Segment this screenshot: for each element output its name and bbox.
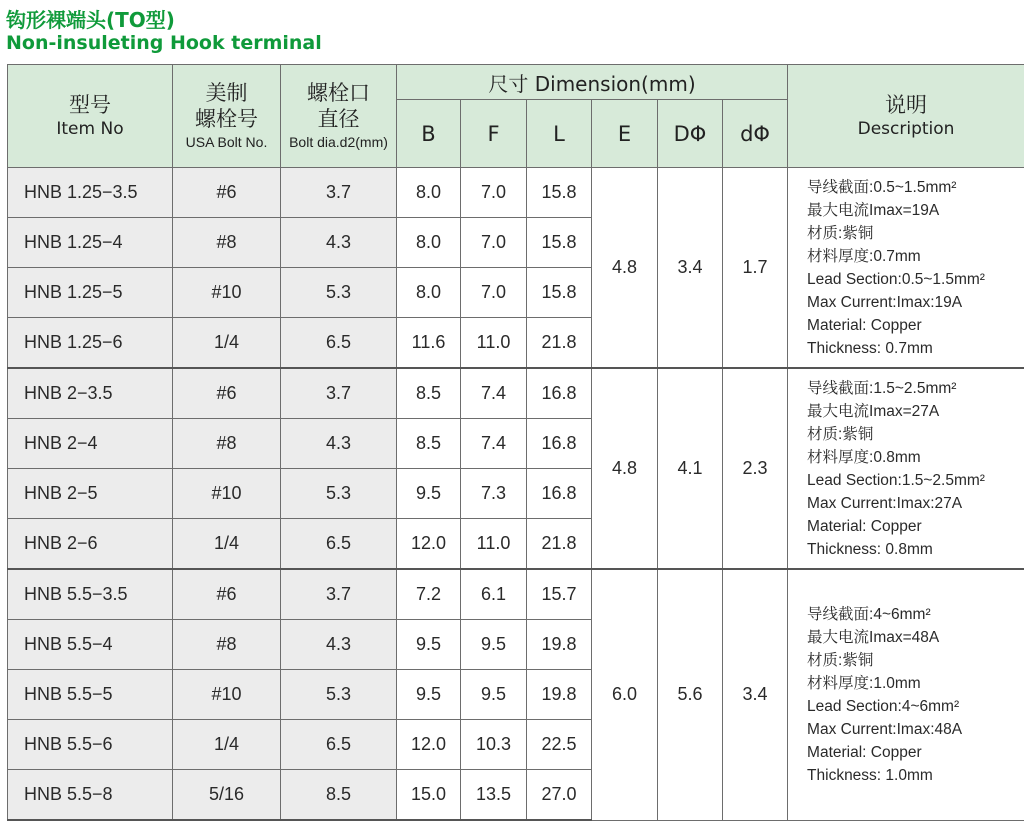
description-line: 导线截面:0.5~1.5mm²	[807, 178, 957, 196]
description-line: Lead Section:1.5~2.5mm²	[807, 471, 985, 489]
item-cell: HNB 2−6	[8, 519, 173, 570]
e-cell: 4.8	[592, 168, 658, 369]
header-bolt	[173, 65, 281, 168]
b-cell: 9.5	[397, 469, 461, 519]
dia-cell: 4.3	[281, 218, 397, 268]
description-cell	[788, 569, 1024, 820]
header-item	[8, 65, 173, 168]
header-desc-en: Description	[857, 119, 955, 139]
dphi-cell: 3.4	[658, 168, 723, 369]
dia-cell: 6.5	[281, 519, 397, 570]
l-cell: 15.7	[527, 569, 592, 620]
item-cell: HNB 1.25−3.5	[8, 168, 173, 218]
description-line: 材质:紫铜	[807, 425, 874, 443]
item-cell: HNB 1.25−6	[8, 318, 173, 369]
b-cell: 8.0	[397, 218, 461, 268]
bolt-cell: #6	[173, 569, 281, 620]
header-dia	[281, 65, 397, 168]
item-cell: HNB 5.5−3.5	[8, 569, 173, 620]
bolt-cell: #6	[173, 368, 281, 419]
f-cell: 10.3	[461, 720, 527, 770]
dia-cell: 4.3	[281, 419, 397, 469]
f-cell: 9.5	[461, 670, 527, 720]
description-line: 材料厚度:0.8mm	[807, 448, 921, 466]
f-cell: 7.0	[461, 168, 527, 218]
l-cell: 27.0	[527, 770, 592, 821]
header-bolt-en: USA Bolt No.	[185, 134, 268, 150]
dia-cell: 3.7	[281, 569, 397, 620]
description-line: Lead Section:0.5~1.5mm²	[807, 270, 985, 288]
f-cell: 7.0	[461, 268, 527, 318]
dia-cell: 3.7	[281, 168, 397, 218]
f-cell: 13.5	[461, 770, 527, 821]
dia-cell: 6.5	[281, 720, 397, 770]
item-cell: HNB 2−4	[8, 419, 173, 469]
l-cell: 21.8	[527, 318, 592, 369]
b-cell: 8.5	[397, 419, 461, 469]
l-cell: 19.8	[527, 670, 592, 720]
dia-cell: 3.7	[281, 368, 397, 419]
f-cell: 7.3	[461, 469, 527, 519]
item-cell: HNB 5.5−5	[8, 670, 173, 720]
description-line: Thickness: 0.7mm	[807, 339, 933, 357]
f-cell: 7.4	[461, 368, 527, 419]
description-line: Thickness: 0.8mm	[807, 540, 933, 558]
l-cell: 15.8	[527, 268, 592, 318]
header-desc-cn: 说明	[885, 93, 928, 117]
description-line: Lead Section:4~6mm²	[807, 697, 960, 715]
header-B: B	[397, 100, 461, 168]
header-dimension: 尺寸 Dimension(mm)	[397, 65, 788, 100]
b-cell: 7.2	[397, 569, 461, 620]
header-bolt-cn1: 美制	[205, 81, 248, 105]
l-cell: 21.8	[527, 519, 592, 570]
b-cell: 9.5	[397, 670, 461, 720]
f-cell: 11.0	[461, 318, 527, 369]
bolt-cell: 1/4	[173, 519, 281, 570]
spec-table	[7, 64, 1024, 821]
item-cell: HNB 5.5−8	[8, 770, 173, 821]
header-D: DΦ	[658, 100, 723, 168]
dia-cell: 6.5	[281, 318, 397, 369]
description-line: 材料厚度:1.0mm	[807, 674, 921, 692]
item-cell: HNB 1.25−5	[8, 268, 173, 318]
header-desc	[788, 65, 1024, 168]
description-line: 材料厚度:0.7mm	[807, 247, 921, 265]
table-row	[8, 368, 1024, 419]
bolt-cell: #10	[173, 469, 281, 519]
header-L: L	[527, 100, 592, 168]
b-cell: 11.6	[397, 318, 461, 369]
dia-cell: 5.3	[281, 268, 397, 318]
bolt-cell: #8	[173, 218, 281, 268]
l-cell: 16.8	[527, 419, 592, 469]
dphi-cell: 4.1	[658, 368, 723, 569]
b-cell: 8.0	[397, 168, 461, 218]
item-cell: HNB 5.5−4	[8, 620, 173, 670]
description-line: Max Current:Imax:19A	[807, 293, 963, 311]
dphi-cell: 5.6	[658, 569, 723, 820]
description-cell	[788, 368, 1024, 569]
bolt-cell: 1/4	[173, 318, 281, 369]
description-line: Max Current:Imax:48A	[807, 720, 963, 738]
description-line: Material: Copper	[807, 743, 922, 761]
f-cell: 9.5	[461, 620, 527, 670]
description-line: 最大电流Imax=48A	[807, 628, 940, 646]
description-line: Thickness: 1.0mm	[807, 766, 933, 784]
header-dia-cn1: 螺栓口	[307, 81, 370, 105]
e-cell: 4.8	[592, 368, 658, 569]
header-item-en: Item No	[56, 119, 124, 139]
page-title-en: Non-insuleting Hook terminal	[6, 32, 322, 54]
dia-cell: 4.3	[281, 620, 397, 670]
header-F: F	[461, 100, 527, 168]
bolt-cell: #6	[173, 168, 281, 218]
table-row	[8, 569, 1024, 620]
dia-cell: 5.3	[281, 670, 397, 720]
small-dphi-cell: 1.7	[723, 168, 788, 369]
l-cell: 16.8	[527, 469, 592, 519]
header-dia-en: Bolt dia.d2(mm)	[289, 134, 388, 150]
f-cell: 7.4	[461, 419, 527, 469]
page-title-cn: 钩形裸端头(TO型)	[6, 8, 175, 32]
f-cell: 6.1	[461, 569, 527, 620]
description-cell	[788, 168, 1024, 369]
header-E: E	[592, 100, 658, 168]
description-line: Max Current:Imax:27A	[807, 494, 963, 512]
b-cell: 12.0	[397, 720, 461, 770]
description-line: 材质:紫铜	[807, 224, 874, 242]
small-dphi-cell: 3.4	[723, 569, 788, 820]
l-cell: 19.8	[527, 620, 592, 670]
b-cell: 9.5	[397, 620, 461, 670]
bolt-cell: 5/16	[173, 770, 281, 821]
f-cell: 7.0	[461, 218, 527, 268]
item-cell: HNB 5.5−6	[8, 720, 173, 770]
description-line: Material: Copper	[807, 316, 922, 334]
description-line: 材质:紫铜	[807, 651, 874, 669]
table-row	[8, 168, 1024, 218]
item-cell: HNB 2−3.5	[8, 368, 173, 419]
item-cell: HNB 2−5	[8, 469, 173, 519]
header-d: dΦ	[723, 100, 788, 168]
b-cell: 12.0	[397, 519, 461, 570]
item-cell: HNB 1.25−4	[8, 218, 173, 268]
header-item-cn: 型号	[69, 93, 111, 117]
table-body	[8, 168, 1024, 821]
description-line: 导线截面:4~6mm²	[807, 605, 931, 623]
dia-cell: 8.5	[281, 770, 397, 821]
l-cell: 15.8	[527, 218, 592, 268]
b-cell: 8.0	[397, 268, 461, 318]
e-cell: 6.0	[592, 569, 658, 820]
description-line: 导线截面:1.5~2.5mm²	[807, 379, 957, 397]
bolt-cell: #10	[173, 670, 281, 720]
b-cell: 8.5	[397, 368, 461, 419]
bolt-cell: #8	[173, 620, 281, 670]
b-cell: 15.0	[397, 770, 461, 821]
header-bolt-cn2: 螺栓号	[195, 107, 258, 131]
header-dia-cn2: 直径	[317, 107, 360, 131]
description-line: 最大电流Imax=19A	[807, 201, 940, 219]
description-line: 最大电流Imax=27A	[807, 402, 940, 420]
small-dphi-cell: 2.3	[723, 368, 788, 569]
dia-cell: 5.3	[281, 469, 397, 519]
bolt-cell: #8	[173, 419, 281, 469]
l-cell: 22.5	[527, 720, 592, 770]
l-cell: 16.8	[527, 368, 592, 419]
f-cell: 11.0	[461, 519, 527, 570]
table-header	[8, 65, 1024, 168]
bolt-cell: 1/4	[173, 720, 281, 770]
l-cell: 15.8	[527, 168, 592, 218]
bolt-cell: #10	[173, 268, 281, 318]
description-line: Material: Copper	[807, 517, 922, 535]
